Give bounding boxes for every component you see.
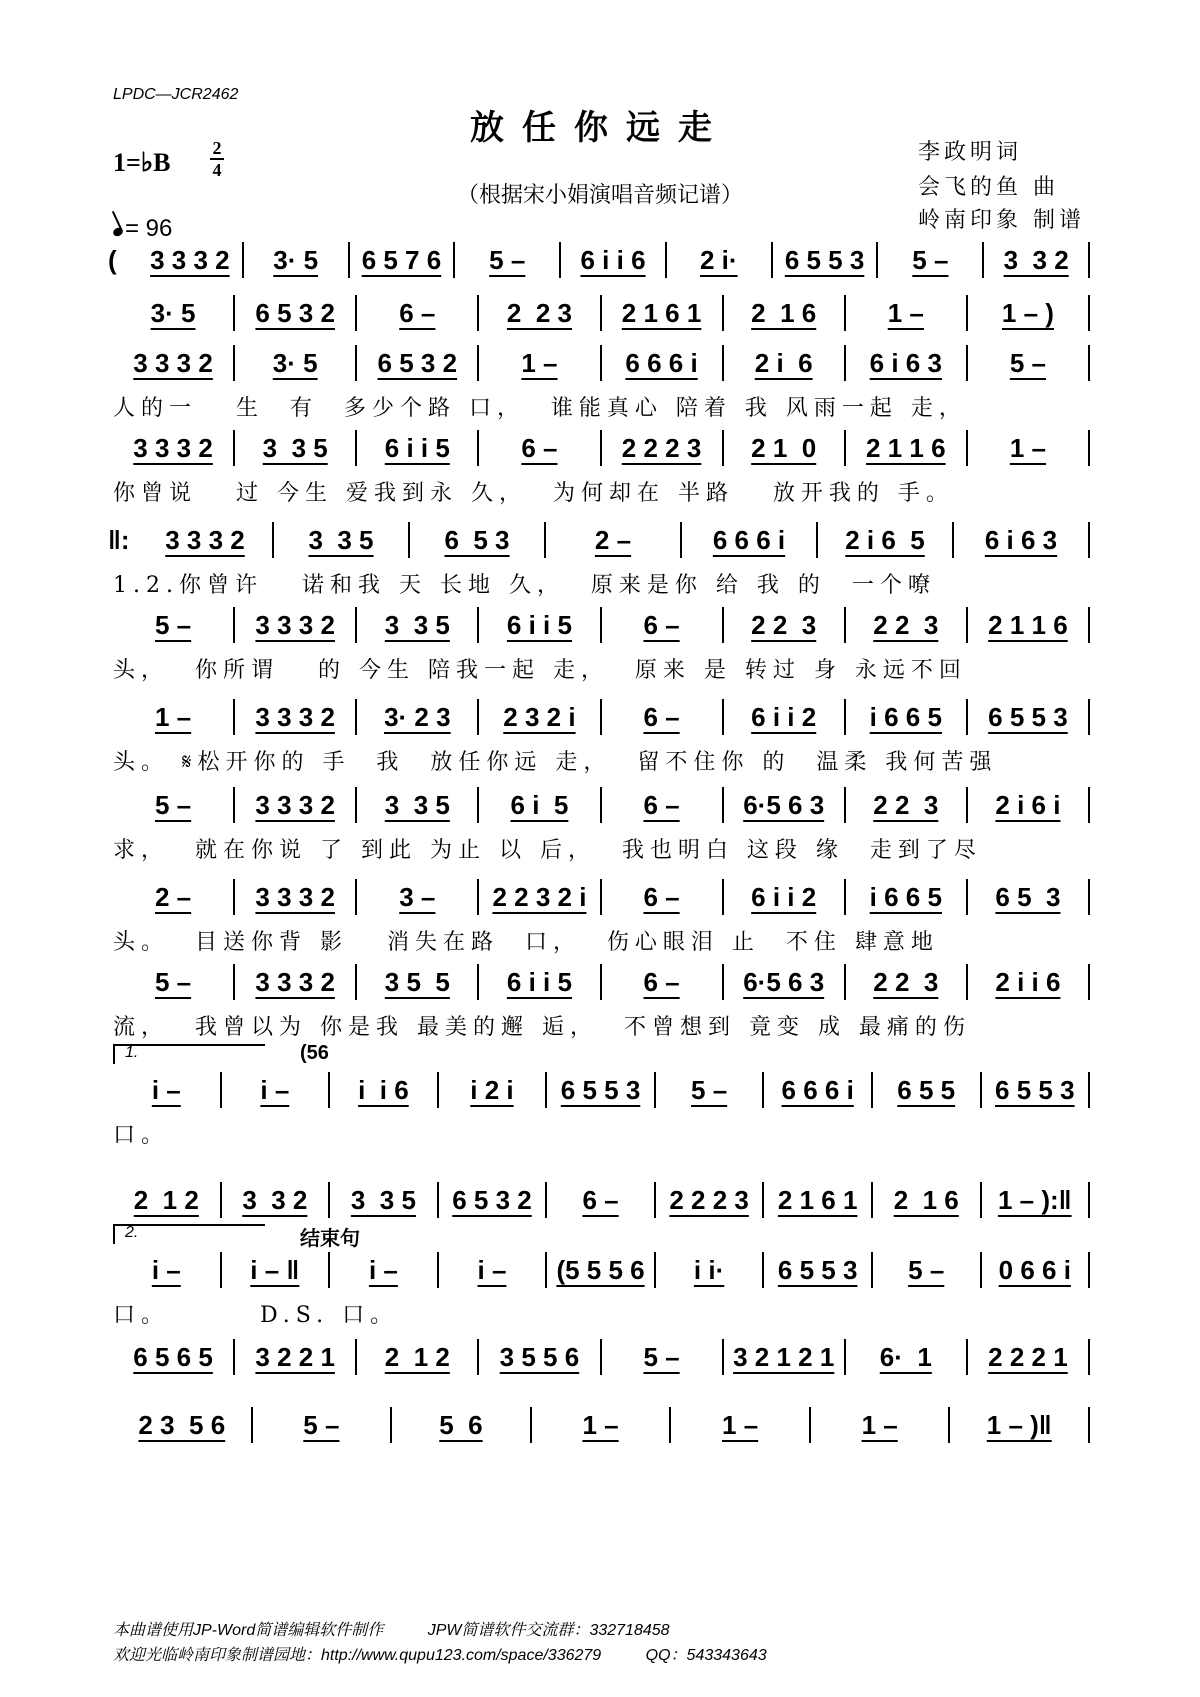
measure-notes: 3 3 3 2 [150, 244, 230, 275]
measure [330, 1252, 439, 1288]
measure [968, 345, 1090, 381]
measure [113, 964, 235, 1000]
measure [222, 1072, 331, 1108]
song-title: 放任你远走 [470, 108, 730, 148]
measure [455, 242, 561, 278]
arranger-credit: 岭南印象 制谱 [918, 208, 1085, 233]
measure-notes: 6 6 6 i [781, 1074, 854, 1105]
measure [479, 430, 601, 466]
measure [667, 242, 773, 278]
lyrics-line: 头， 你所谓 的 今生 陪我一起 走， 原来 是 转过 身 永远不回 [113, 658, 967, 683]
measure [235, 295, 357, 331]
measure [846, 787, 968, 823]
measure-notes: 2 2 2 3 [621, 432, 702, 463]
lyrics-line: 你曾说 过 今生 爱我到永 久， 为何却在 半路 放开我的 手。 [113, 481, 954, 506]
measure [235, 607, 357, 643]
measure [113, 1339, 235, 1375]
measure [602, 345, 724, 381]
measure-notes: 6 5 3 2 [377, 347, 458, 378]
measure [724, 879, 846, 915]
measure-notes: i 6 6 5 [869, 701, 942, 732]
measure [253, 1407, 393, 1443]
measure [479, 295, 601, 331]
measure-notes: 1 – )‖ [986, 1409, 1052, 1440]
measure-notes: 5 – [489, 244, 526, 275]
measure-notes: 2 2 2 3 [669, 1184, 749, 1215]
measure [602, 964, 724, 1000]
measure-notes: 6 6 6 i [625, 347, 698, 378]
measure [968, 430, 1090, 466]
measure [846, 1339, 968, 1375]
measure [439, 1252, 548, 1288]
measure [357, 295, 479, 331]
measure [982, 1072, 1091, 1108]
measure [764, 1252, 873, 1288]
measure [479, 964, 601, 1000]
measure [392, 1407, 532, 1443]
measure-notes: 6 i 6 3 [984, 524, 1058, 555]
quarter-note-icon [112, 226, 124, 237]
measure-notes: 3 3 3 2 [165, 524, 245, 555]
measure-notes: (5 5 5 6 [556, 1254, 645, 1285]
measure-notes: 5 – [154, 789, 192, 820]
measure [982, 1252, 1091, 1288]
measure-notes: 6 i 6 3 [869, 347, 942, 378]
measure [846, 295, 968, 331]
notes-line [138, 520, 1090, 560]
footer-line-2 [113, 1642, 767, 1665]
measure-notes: 3 3 2 [242, 1184, 308, 1215]
measure-notes: 2 1 2 [133, 1184, 199, 1215]
measure-notes: 6 5 5 3 [988, 701, 1068, 732]
measure-notes: 2 1 0 [751, 432, 817, 463]
notes-line [113, 1180, 1090, 1220]
measure [113, 787, 235, 823]
measure [602, 879, 724, 915]
measure [724, 964, 846, 1000]
measure-notes: 6 – [643, 789, 680, 820]
measure-notes: i – ‖ [250, 1254, 300, 1285]
notes-line [113, 605, 1090, 645]
measure [873, 1252, 982, 1288]
measure [984, 242, 1090, 278]
measure [330, 1072, 439, 1108]
measure [222, 1252, 331, 1288]
tempo-marking [113, 215, 172, 243]
measure [846, 607, 968, 643]
measure [968, 879, 1090, 915]
measure-notes: 1 – [861, 1409, 898, 1440]
measure [235, 787, 357, 823]
notes-line [113, 1337, 1090, 1377]
measure [602, 430, 724, 466]
measure [724, 607, 846, 643]
measure-notes: 3 3 3 2 [133, 432, 213, 463]
notes-line [113, 428, 1090, 468]
measure [773, 242, 879, 278]
row-lead-symbol: ‖: [108, 525, 130, 555]
notes-line [113, 785, 1090, 825]
measure [546, 522, 682, 558]
lyrics-line: 头。 目送你背 影 消失在路 口， 伤心眼泪 止 不住 肆意地 [113, 930, 939, 955]
measure-notes: 6 – [643, 966, 680, 997]
measure-notes: 2 2 2 1 [988, 1341, 1068, 1372]
measure [235, 964, 357, 1000]
footer-qq: QQ：543343643 [645, 1647, 767, 1664]
measure-notes: 1 – [582, 1409, 619, 1440]
measure-notes: 3 3 3 2 [255, 609, 335, 640]
row-lead-symbol: ( [108, 245, 117, 275]
measure-notes: 5 – [303, 1409, 340, 1440]
measure [968, 607, 1090, 643]
measure-notes: 0 6 6 i [998, 1254, 1071, 1285]
time-signature [210, 138, 224, 180]
measure-notes: 3· 5 [150, 297, 196, 328]
lyrics-line: 头。 𝄋松开你的 手 我 放任你远 走， 留不住你 的 温柔 我何苦强 [113, 750, 998, 775]
measure [846, 345, 968, 381]
measure-notes: 6· 1 [879, 1341, 932, 1372]
measure [724, 295, 846, 331]
measure [113, 879, 235, 915]
lyrics-line: 1.2.你曾许 诺和我 天 长地 久， 原来是你 给 我 的 一个嘹 [113, 573, 936, 598]
meter-bottom: 4 [212, 160, 222, 180]
lyrics-line: 流， 我曾以为 你是我 最美的邂 逅， 不曾想到 竟变 成 最痛的伤 [113, 1015, 971, 1040]
measure [656, 1182, 765, 1218]
measure-notes: 2 i 6 5 [845, 524, 925, 555]
measure [532, 1407, 672, 1443]
notes-line [113, 962, 1090, 1002]
measure [602, 1339, 724, 1375]
measure-notes: 3 5 5 [384, 966, 450, 997]
measure-notes: 6 – [399, 297, 436, 328]
lyricist-credit: 李政明词 [918, 140, 1023, 165]
measure-notes: 2 1 6 [751, 297, 817, 328]
measure-notes: 2 – [154, 881, 192, 912]
measure-notes: 6 – [643, 881, 680, 912]
measure-notes: 3 3 5 [384, 789, 450, 820]
measure [818, 522, 954, 558]
measure-notes: 6·5 6 3 [743, 789, 825, 820]
lyrics-line: 人的一 生 有 多少个路 口， 谁能真心 陪着 我 风雨一起 走， [113, 396, 967, 421]
measure-notes: 3 – [399, 881, 436, 912]
measure-notes: 6 i i 2 [751, 881, 817, 912]
measure [724, 1339, 846, 1375]
measure-notes: 6 5 3 [995, 881, 1061, 912]
measure [113, 430, 235, 466]
meter-top: 2 [212, 138, 222, 158]
measure-notes: 1 – [154, 701, 192, 732]
measure-notes: 6 5 3 2 [452, 1184, 532, 1215]
measure-notes: 3 3 3 2 [255, 701, 335, 732]
measure-notes: 5 – [154, 966, 192, 997]
section-annotation: (56 [300, 1042, 329, 1064]
measure [846, 430, 968, 466]
measure-notes: 2 i 6 i [995, 789, 1061, 820]
measure-notes: 3· 5 [273, 244, 319, 275]
measure-notes: 2 1 1 6 [866, 432, 946, 463]
measure [410, 522, 546, 558]
measure-notes: 3 3 5 [384, 609, 450, 640]
measure-notes: 3 3 3 2 [255, 881, 335, 912]
measure-notes: 6 i i 5 [384, 432, 450, 463]
measure-notes: 2 2 3 [873, 966, 939, 997]
measure-notes: 2 2 3 [506, 297, 572, 328]
composer-credit: 会飞的鱼 曲 [918, 175, 1059, 200]
score-code: LPDC—JCR2462 [113, 86, 239, 103]
footer-line-1 [113, 1617, 670, 1640]
measure-notes: 1 – [722, 1409, 759, 1440]
key-signature: 1=♭B [113, 148, 171, 177]
measure [671, 1407, 811, 1443]
section-annotation: 结束句 [300, 1228, 360, 1250]
footer-group: JPW简谱软件交流群：332718458 [427, 1622, 670, 1639]
measure-notes: 2 1 6 1 [777, 1184, 858, 1215]
notes-line [113, 343, 1090, 383]
notes-line [113, 293, 1090, 333]
measure [235, 1339, 357, 1375]
measure [439, 1182, 548, 1218]
measure [561, 242, 667, 278]
measure [764, 1072, 873, 1108]
measure [724, 787, 846, 823]
measure [479, 787, 601, 823]
measure [357, 699, 479, 735]
footer-software: 本曲谱使用JP-Word简谱编辑软件制作 [113, 1622, 384, 1639]
measure [222, 1182, 331, 1218]
measure-notes: 3 3 3 2 [133, 347, 213, 378]
measure-notes: 3 5 5 6 [499, 1341, 580, 1372]
measure [479, 1339, 601, 1375]
measure [602, 607, 724, 643]
measure [602, 787, 724, 823]
measure [330, 1182, 439, 1218]
measure [357, 964, 479, 1000]
tempo-value: = 96 [125, 215, 173, 242]
measure-notes: 6 5 3 2 [255, 297, 335, 328]
measure [950, 1407, 1090, 1443]
measure-notes: 1 – [1009, 432, 1047, 463]
measure-notes: 6 5 5 3 [784, 244, 865, 275]
measure [138, 242, 244, 278]
measure [878, 242, 984, 278]
measure-notes: 6 5 5 3 [995, 1074, 1075, 1105]
measure-notes: 2 – [594, 524, 632, 555]
measure [479, 345, 601, 381]
measure-notes: i i· [693, 1254, 725, 1285]
measure-notes: 2 i i 6 [995, 966, 1061, 997]
measure [968, 699, 1090, 735]
measure-notes: 5 – [1009, 347, 1047, 378]
measure-notes: 3· 2 3 [384, 701, 451, 732]
measure [113, 1072, 222, 1108]
measure [764, 1182, 873, 1218]
measure-notes: 2 1 6 1 [621, 297, 702, 328]
measure-notes: 6 6 6 i [712, 524, 786, 555]
measure [968, 787, 1090, 823]
lyrics-line: 求， 就在你说 了 到此 为止 以 后， 我也明白 这段 缘 走到了尽 [113, 838, 982, 863]
measure-notes: i – [151, 1254, 181, 1285]
measure [113, 607, 235, 643]
measure-notes: 6 – [521, 432, 558, 463]
measure [846, 879, 968, 915]
measure [873, 1072, 982, 1108]
measure-notes: 6 i i 6 [580, 244, 646, 275]
measure [235, 879, 357, 915]
measure-notes: 3· 5 [272, 347, 318, 378]
subtitle: （根据宋小娟演唱音频记谱） [456, 183, 743, 208]
measure [682, 522, 818, 558]
measure-notes: 5 – [643, 1341, 680, 1372]
footer-website: 欢迎光临岭南印象制谱园地：http://www.qupu123.com/space/336279 [113, 1647, 602, 1664]
measure-notes: 6·5 6 3 [743, 966, 825, 997]
measure-notes: 2 2 3 [873, 609, 939, 640]
measure-notes: 3 2 1 2 1 [733, 1341, 835, 1372]
measure [357, 345, 479, 381]
measure [954, 522, 1090, 558]
measure-notes: 2 i 6 [754, 347, 813, 378]
notes-line [113, 877, 1090, 917]
measure [656, 1252, 765, 1288]
measure-notes: 2 i· [700, 244, 738, 275]
measure-notes: 1 – ) [1001, 297, 1054, 328]
measure-notes: i 2 i [470, 1074, 514, 1105]
measure-notes: 2 2 3 [751, 609, 817, 640]
measure-notes: 1 – ):‖ [997, 1184, 1072, 1215]
measure [357, 607, 479, 643]
notes-line [113, 1405, 1090, 1445]
measure [274, 522, 410, 558]
measure-notes: 6 i i 2 [751, 701, 817, 732]
measure [357, 430, 479, 466]
measure-notes: 5 6 [439, 1409, 483, 1440]
measure-notes: i 6 6 5 [869, 881, 942, 912]
measure [138, 522, 274, 558]
measure-notes: 2 1 6 [893, 1184, 959, 1215]
measure-notes: 6 i i 5 [506, 609, 572, 640]
measure [113, 1407, 253, 1443]
measure [113, 699, 235, 735]
measure [547, 1182, 656, 1218]
measure [357, 787, 479, 823]
measure-notes: i – [260, 1074, 290, 1105]
measure [235, 430, 357, 466]
measure-notes: 3 3 5 [350, 1184, 416, 1215]
measure [244, 242, 350, 278]
measure-notes: 3 3 3 2 [255, 966, 335, 997]
measure-notes: 2 2 3 [873, 789, 939, 820]
measure-notes: 6 i i 5 [506, 966, 572, 997]
measure-notes: 3 3 2 [1003, 244, 1069, 275]
notes-line [113, 697, 1090, 737]
measure [846, 699, 968, 735]
measure [479, 699, 601, 735]
measure-notes: 5 – [908, 1254, 945, 1285]
measure-notes: 3 3 5 [262, 432, 328, 463]
measure-notes: 2 3 5 6 [138, 1409, 226, 1440]
measure [113, 345, 235, 381]
measure-notes: i – [477, 1254, 507, 1285]
measure-notes: 5 – [154, 609, 192, 640]
measure-notes: i – [368, 1254, 398, 1285]
measure-notes: 6 – [582, 1184, 619, 1215]
measure [547, 1072, 656, 1108]
measure-notes: 2 1 1 6 [988, 609, 1068, 640]
measure [968, 1339, 1090, 1375]
measure [968, 295, 1090, 331]
measure-notes: 2 1 2 [384, 1341, 450, 1372]
notes-line [113, 1250, 1090, 1290]
measure-notes: 1 – [887, 297, 924, 328]
measure [235, 699, 357, 735]
measure-notes: i i 6 [358, 1074, 409, 1105]
measure [479, 879, 601, 915]
measure [846, 964, 968, 1000]
measure-notes: 6 5 7 6 [361, 244, 442, 275]
measure [982, 1182, 1091, 1218]
measure-notes: 3 3 3 2 [255, 789, 335, 820]
measure [357, 1339, 479, 1375]
measure-notes: 6 i 5 [510, 789, 569, 820]
measure-notes: 6 – [643, 701, 680, 732]
measure-notes: 6 5 5 [897, 1074, 956, 1105]
measure-notes: 3 2 2 1 [255, 1341, 335, 1372]
measure-notes: 6 – [643, 609, 680, 640]
measure-notes: 2 3 2 i [503, 701, 576, 732]
measure [113, 1252, 222, 1288]
measure-notes: 3 3 5 [308, 524, 374, 555]
measure [724, 345, 846, 381]
measure [350, 242, 456, 278]
measure [968, 964, 1090, 1000]
measure [113, 295, 235, 331]
measure [873, 1182, 982, 1218]
notes-line [113, 1070, 1090, 1110]
measure [724, 699, 846, 735]
measure-notes: i – [151, 1074, 181, 1105]
measure-notes: 2 2 3 2 i [492, 881, 587, 912]
measure-notes: 6 5 5 3 [560, 1074, 641, 1105]
measure-notes: 5 – [912, 244, 949, 275]
measure [235, 345, 357, 381]
measure [479, 607, 601, 643]
volta-label: 1. [125, 1044, 139, 1061]
volta-label: 2. [125, 1224, 139, 1241]
notes-line [138, 240, 1090, 280]
measure [602, 295, 724, 331]
lyrics-line: 口。 D.S. 口。 [113, 1303, 399, 1328]
measure-notes: 6 5 6 5 [133, 1341, 213, 1372]
measure-notes: 1 – [521, 347, 558, 378]
measure-notes: 6 5 5 3 [777, 1254, 858, 1285]
measure [724, 430, 846, 466]
measure [547, 1252, 656, 1288]
measure [113, 1182, 222, 1218]
measure [439, 1072, 548, 1108]
measure-notes: 5 – [691, 1074, 728, 1105]
measure [602, 699, 724, 735]
measure [656, 1072, 765, 1108]
measure [811, 1407, 951, 1443]
measure-notes: 6 5 3 [444, 524, 510, 555]
lyrics-line: 口。 [113, 1123, 170, 1148]
measure [357, 879, 479, 915]
